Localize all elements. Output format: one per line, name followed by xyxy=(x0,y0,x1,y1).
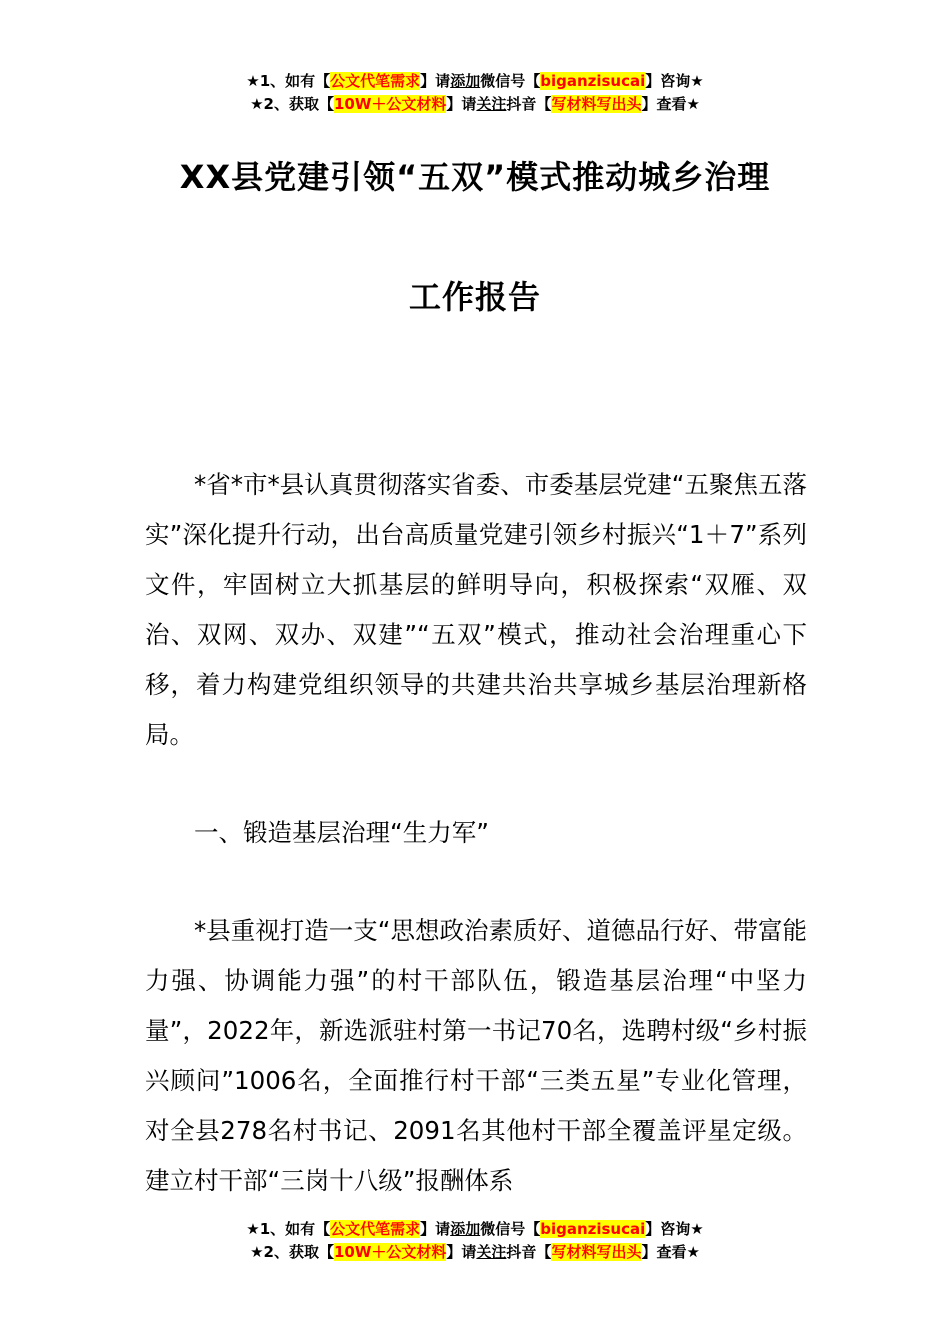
banner-text: ★2、获取【 xyxy=(250,95,334,113)
paragraph: *县重视打造一支“思想政治素质好、道德品行好、带富能力强、协调能力强”的村干部队伍，锻造基层治理“中坚力量”，2022年，新选派驻村第一书记70名，选聘村级“乡村振兴顾问”1006名，全面推行村干部“三类五星”专业化管理，对全县278名村书记、2091名其他村干部全覆盖评星定级。建立村干部“三岗十八级”报酬体系 xyxy=(145,916,807,1195)
banner-highlight: biganzisucai xyxy=(540,1220,646,1238)
banner-underline: 关注 xyxy=(476,1243,507,1261)
document-body-1 xyxy=(145,460,807,760)
document-title-line-1: XX县党建引领“五双”模式推动城乡治理 xyxy=(179,158,771,196)
banner-text: ★2、获取【 xyxy=(250,1243,334,1261)
bottom-banner xyxy=(0,1218,950,1264)
banner-highlight: 写材料写出头 xyxy=(551,95,642,113)
banner-text: ★1、如有【 xyxy=(246,72,331,90)
banner-highlight: 10W＋公文材料 xyxy=(333,95,447,113)
banner-highlight: 公文代笔需求 xyxy=(330,1220,421,1238)
banner-highlight: 公文代笔需求 xyxy=(330,72,421,90)
section-heading: 一、锻造基层治理“生力军” xyxy=(194,818,489,847)
banner-text: 微信号【 xyxy=(480,72,541,90)
banner-text: ★1、如有【 xyxy=(246,1220,331,1238)
banner-underline: 添加 xyxy=(450,72,481,90)
top-banner xyxy=(0,70,950,116)
banner-text: 】查看★ xyxy=(641,1243,700,1261)
document-title-line-2: 工作报告 xyxy=(408,278,541,316)
banner-text: 】查看★ xyxy=(641,95,700,113)
banner-text: 】请 xyxy=(446,1243,477,1261)
banner-highlight: 10W＋公文材料 xyxy=(333,1243,447,1261)
banner-underline: 添加 xyxy=(450,1220,481,1238)
banner-highlight: 写材料写出头 xyxy=(551,1243,642,1261)
banner-text: 】请 xyxy=(420,72,451,90)
banner-line-2 xyxy=(0,93,950,116)
paragraph: *省*市*县认真贯彻落实省委、市委基层党建“五聚焦五落实”深化提升行动，出台高质量党建引领乡村振兴“1＋7”系列文件，牢固树立大抓基层的鲜明导向，积极探索“双雁、双治、双网、双办、双建”“五双”模式，推动社会治理重心下移，着力构建党组织领导的共建共治共享城乡基层治理新格局。 xyxy=(145,470,807,749)
banner-text: 】请 xyxy=(446,95,477,113)
banner-line-1 xyxy=(0,1218,950,1241)
banner-underline: 关注 xyxy=(476,95,507,113)
banner-text: 】请 xyxy=(420,1220,451,1238)
banner-text: 抖音【 xyxy=(506,1243,552,1261)
banner-text: 微信号【 xyxy=(480,1220,541,1238)
banner-highlight: biganzisucai xyxy=(540,72,646,90)
banner-line-1 xyxy=(0,70,950,93)
banner-text: 】咨询★ xyxy=(645,1220,704,1238)
document-body-2 xyxy=(145,906,807,1206)
banner-line-2 xyxy=(0,1241,950,1264)
banner-text: 】咨询★ xyxy=(645,72,704,90)
banner-text: 抖音【 xyxy=(506,95,552,113)
